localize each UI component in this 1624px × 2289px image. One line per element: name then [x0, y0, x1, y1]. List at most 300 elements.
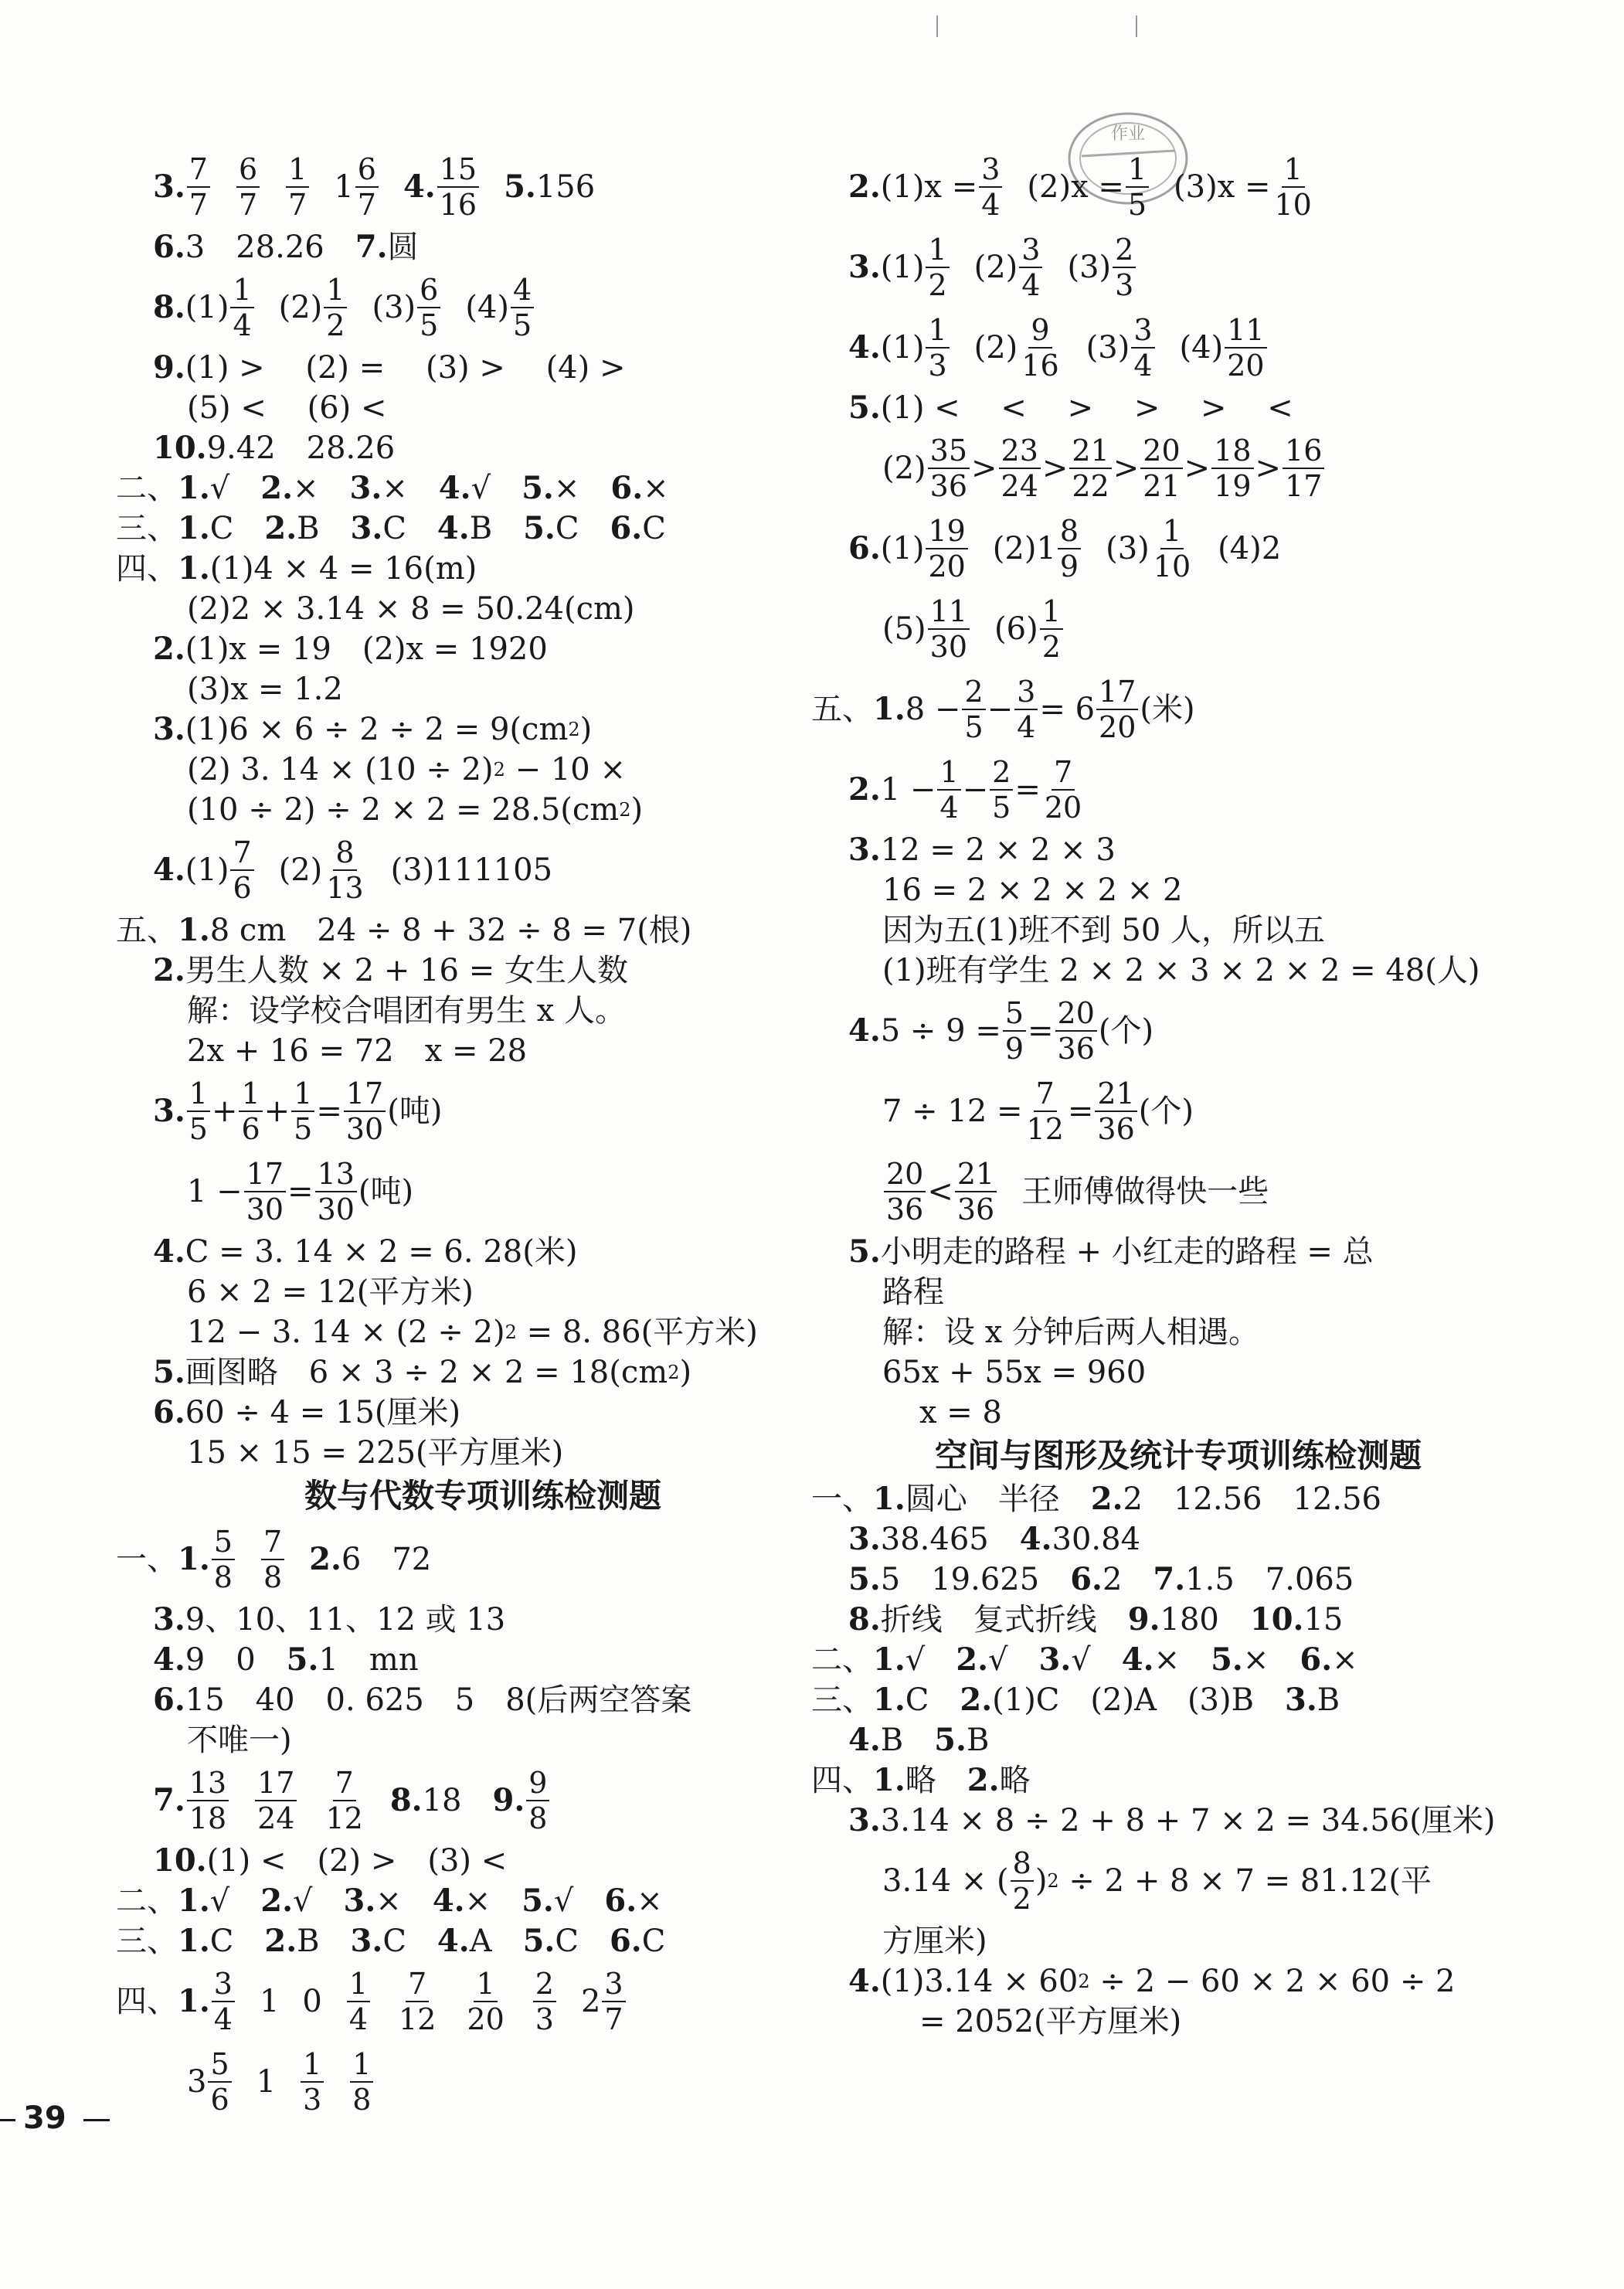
denominator: 12 — [325, 1801, 363, 1835]
answer-text: 3 — [187, 2064, 207, 2100]
denominator: 4 — [1017, 710, 1036, 744]
answer-text: (1) < < > > > < — [880, 390, 1293, 426]
answer-text: 1 — [256, 2064, 277, 2100]
question-number: 2. — [967, 1762, 1000, 1798]
fraction — [187, 1766, 229, 1835]
denominator: 20 — [1044, 791, 1082, 825]
denominator: 30 — [317, 1192, 355, 1226]
question-number: 9. — [492, 1782, 525, 1818]
answer-text: (2) — [973, 250, 1018, 285]
question-number: 7. — [355, 229, 388, 265]
fraction — [1019, 233, 1042, 302]
fraction — [323, 1766, 365, 1835]
answer-text: (5) — [882, 611, 926, 647]
answer-text: (1) — [880, 531, 925, 566]
answer-line — [811, 308, 1545, 388]
numerator: 2 — [533, 1967, 556, 2002]
question-number: 4. — [848, 1722, 881, 1758]
denominator: 30 — [345, 1112, 384, 1146]
question-number: 2. — [260, 1883, 294, 1919]
answer-text: B — [469, 511, 524, 546]
answer-text: − 10 × — [505, 752, 626, 787]
fraction — [261, 1525, 284, 1594]
answer-text: (1)x = 19 (2)x = 1920 — [185, 631, 548, 667]
answer-line — [116, 147, 850, 227]
answer-text: ) — [630, 792, 644, 828]
numerator: 11 — [928, 594, 970, 630]
question-number: 8. — [153, 289, 185, 325]
numerator: 7 — [261, 1525, 284, 1560]
answer-text: C — [555, 1923, 610, 1959]
question-number: 2. — [264, 1923, 297, 1959]
page-dash — [83, 2119, 110, 2121]
answer-text: 三、 — [116, 1923, 178, 1959]
denominator: 13 — [326, 871, 364, 905]
answer-line — [116, 589, 850, 629]
answer-text: + — [211, 1093, 238, 1129]
question-number: 5. — [504, 168, 536, 205]
denominator: 36 — [929, 469, 968, 503]
denominator: 21 — [1143, 469, 1181, 503]
denominator: 4 — [233, 308, 252, 342]
numerator: 17 — [255, 1766, 297, 1801]
fraction — [437, 152, 479, 222]
numerator: 17 — [1096, 675, 1138, 710]
question-number: 2. — [264, 510, 297, 546]
fraction — [1014, 675, 1038, 744]
answer-text: < — [927, 1174, 953, 1209]
denominator: 36 — [886, 1192, 924, 1226]
answer-text: × — [1153, 1642, 1211, 1678]
numerator: 21 — [955, 1157, 997, 1192]
answer-line — [811, 830, 1545, 870]
numerator: 2 — [1113, 233, 1136, 268]
fraction — [315, 1157, 357, 1226]
answer-line — [116, 1519, 850, 1600]
question-number: 3. — [153, 1601, 185, 1638]
answer-text: C — [382, 511, 437, 546]
numerator: 2 — [990, 755, 1013, 791]
answer-text: 12 − 3. 14 × (2 ÷ 2) — [187, 1315, 505, 1350]
answer-text: 2x + 16 = 72 x = 28 — [187, 1033, 528, 1069]
numerator: 9 — [1028, 313, 1052, 349]
answer-text: 因为五(1)班不到 50 人，所以五 — [882, 913, 1325, 948]
denominator: 12 — [1026, 1112, 1064, 1146]
answer-line — [811, 1680, 1545, 1720]
answer-text: (2) — [973, 330, 1018, 366]
answer-text: C — [641, 1923, 666, 1959]
fraction — [1211, 434, 1253, 503]
denominator: 20 — [1227, 349, 1265, 383]
exponent: 2 — [1047, 1870, 1059, 1892]
answer-text: ÷ 2 − 60 × 2 × 60 ÷ 2 — [1089, 1964, 1456, 1999]
numerator: 17 — [244, 1157, 286, 1192]
denominator: 20 — [928, 549, 966, 583]
answer-line — [811, 910, 1545, 951]
answer-text: C — [642, 511, 666, 546]
answer-line — [116, 1680, 850, 1720]
answer-text: 一、 — [811, 1481, 873, 1517]
answer-text: 15 × 15 = 225(平方厘米) — [187, 1435, 564, 1471]
answer-text: (个) — [1138, 1093, 1194, 1129]
numerator: 19 — [926, 514, 967, 549]
fraction — [187, 1076, 210, 1146]
answer-line — [116, 1760, 850, 1841]
question-number: 4. — [437, 1923, 470, 1959]
answer-text: ) — [579, 712, 593, 747]
answer-line — [116, 1841, 850, 1881]
answer-text: 3 28.26 — [185, 230, 355, 265]
answer-line — [811, 1760, 1545, 1801]
fraction — [1055, 996, 1097, 1066]
answer-text: (1)C (2)A (3)B — [992, 1682, 1286, 1718]
fraction — [1095, 1076, 1136, 1146]
denominator: 6 — [241, 1112, 260, 1146]
answer-text: = 8. 86(平方米) — [516, 1315, 758, 1350]
answer-text: (4)2 — [1218, 531, 1282, 566]
denominator: 7 — [357, 188, 376, 222]
answer-text: (1) — [185, 290, 229, 325]
question-number: 6. — [610, 510, 643, 546]
answer-line — [116, 549, 850, 589]
denominator: 5 — [294, 1112, 313, 1146]
fraction — [1003, 996, 1026, 1066]
fraction — [236, 152, 260, 222]
answer-text: √ — [293, 1883, 344, 1919]
denominator: 2 — [928, 268, 947, 302]
answer-text: 1.5 7.065 — [1185, 1562, 1354, 1597]
question-number: 3. — [848, 1521, 881, 1557]
left-column — [116, 147, 850, 2122]
question-number: 5. — [848, 1233, 881, 1270]
denominator: 7 — [189, 188, 208, 222]
exponent: 2 — [619, 799, 631, 821]
answer-line — [116, 1151, 850, 1232]
fraction — [533, 1967, 556, 2036]
answer-line — [811, 1352, 1545, 1393]
question-number: 3. — [153, 168, 185, 205]
answer-text: 8 cm 24 ÷ 8 + 32 ÷ 8 = 7(根) — [209, 913, 692, 948]
answer-line — [811, 1640, 1545, 1680]
denominator: 17 — [1285, 469, 1323, 503]
answer-text: > — [1041, 451, 1069, 486]
question-number: 2. — [153, 631, 185, 667]
answer-line — [116, 709, 850, 750]
denominator: 22 — [1072, 469, 1109, 503]
question-number: 6. — [153, 1682, 185, 1718]
fraction — [979, 152, 1002, 222]
fraction — [187, 152, 210, 222]
question-number: 6. — [153, 1394, 185, 1430]
fraction — [291, 1076, 314, 1146]
denominator: 3 — [535, 2002, 554, 2036]
answer-text: B — [297, 511, 351, 546]
fraction — [511, 273, 534, 342]
question-number: 5. — [934, 1722, 967, 1758]
answer-line — [811, 1600, 1545, 1640]
numerator: 7 — [1034, 1076, 1057, 1112]
answer-text: + — [263, 1093, 290, 1129]
question-number: 6. — [1300, 1641, 1333, 1678]
answer-line — [811, 388, 1545, 428]
numerator: 1 — [926, 233, 949, 268]
answer-text: 156 — [535, 169, 596, 205]
question-number: 1. — [178, 1883, 210, 1919]
denominator: 24 — [257, 1801, 295, 1835]
answer-line — [116, 508, 850, 549]
question-number: 5. — [523, 510, 555, 546]
answer-text: 二、 — [116, 1883, 178, 1919]
question-number: 5. — [522, 470, 554, 506]
answer-line — [811, 1841, 1545, 1921]
numerator: 20 — [1140, 434, 1182, 469]
answer-text: (3) — [372, 290, 416, 325]
answer-text: √ — [1071, 1642, 1122, 1678]
question-number: 3. — [350, 1923, 383, 1959]
denominator: 8 — [263, 1560, 283, 1594]
answer-line — [811, 1801, 1545, 1841]
scan-mark — [936, 15, 938, 37]
question-number: 5. — [522, 1923, 555, 1959]
fraction — [396, 1967, 438, 2036]
question-number: 1. — [178, 912, 210, 948]
fraction — [1283, 434, 1324, 503]
denominator: 4 — [1021, 268, 1041, 302]
answer-text: (2) 3. 14 × (10 ÷ 2) — [187, 752, 494, 787]
answer-text: (3)x = 1.2 — [187, 672, 343, 707]
numerator: 7 — [406, 1967, 429, 2002]
fraction — [1272, 152, 1314, 222]
question-number: 5. — [1211, 1641, 1243, 1678]
numerator: 23 — [999, 434, 1041, 469]
numerator: 8 — [333, 835, 356, 871]
denominator: 24 — [1001, 469, 1038, 503]
question-number: 3. — [350, 510, 383, 546]
answer-line — [116, 1232, 850, 1272]
numerator: 7 — [230, 835, 253, 871]
fraction — [1069, 434, 1111, 503]
answer-text: (3)x = — [1174, 169, 1271, 205]
answer-line — [811, 1393, 1545, 1433]
answer-line — [811, 428, 1545, 508]
answer-text: B — [1317, 1682, 1340, 1718]
answer-text: 0 — [302, 1984, 322, 2019]
fraction — [239, 1076, 262, 1146]
numerator: 1 — [926, 313, 949, 349]
answer-text: √ — [988, 1642, 1039, 1678]
answer-text: 18 — [422, 1783, 493, 1818]
question-number: 10. — [153, 430, 207, 466]
answer-line — [116, 1312, 850, 1352]
question-number: 3. — [153, 1093, 185, 1129]
question-number: 2. — [956, 1641, 989, 1678]
answer-text: 2 — [580, 1984, 601, 2019]
fraction — [1225, 313, 1266, 383]
fraction — [417, 273, 440, 342]
numerator: 1 — [937, 755, 960, 791]
question-number: 8. — [389, 1782, 423, 1818]
exponent: 2 — [668, 1362, 680, 1383]
answer-text: 2 — [1102, 1562, 1153, 1597]
answer-text: 解：设 x 分钟后两人相遇。 — [882, 1315, 1259, 1350]
answer-text: (吨) — [358, 1174, 414, 1209]
answer-text: 圆心 半径 — [905, 1481, 1091, 1517]
question-number: 6. — [610, 470, 644, 506]
answer-text: 1 − — [880, 772, 936, 808]
answer-text: C — [905, 1682, 960, 1718]
question-number: 7. — [153, 1782, 185, 1818]
question-number: 1. — [873, 1641, 905, 1678]
fraction — [1140, 434, 1182, 503]
question-number: 2. — [848, 771, 881, 808]
fraction — [999, 434, 1041, 503]
denominator: 19 — [1214, 469, 1252, 503]
section-title: 数与代数专项训练检测题 — [304, 1477, 661, 1515]
stamp-text: 作业 — [1110, 124, 1146, 144]
answer-line — [811, 2002, 1545, 2042]
numerator: 5 — [208, 2047, 231, 2083]
numerator: 17 — [344, 1076, 386, 1112]
answer-line — [116, 830, 850, 910]
answer-line — [116, 428, 850, 468]
fraction — [230, 835, 253, 905]
question-number: 4. — [848, 1012, 881, 1049]
fraction — [1042, 755, 1084, 825]
answer-text: > — [1255, 451, 1282, 486]
answer-text: (1) < (2) > (3) < — [206, 1843, 508, 1879]
scan-mark — [1136, 15, 1137, 37]
exponent: 2 — [505, 1321, 517, 1343]
numerator: 21 — [1069, 434, 1111, 469]
numerator: 1 — [1126, 152, 1149, 188]
denominator: 3 — [1115, 268, 1134, 302]
question-number: 5. — [848, 1561, 881, 1597]
answer-line — [811, 1312, 1545, 1352]
numerator: 20 — [1055, 996, 1097, 1032]
answer-text: (3)111105 — [390, 852, 553, 888]
question-number: 1. — [178, 1541, 210, 1577]
answer-text: ) — [1035, 1863, 1048, 1899]
answer-text: (2) — [882, 451, 926, 486]
denominator: 36 — [956, 1192, 995, 1226]
answer-line — [116, 750, 850, 790]
numerator: 18 — [1211, 434, 1253, 469]
denominator: 5 — [513, 308, 532, 342]
answer-text: 3.14 × 8 ÷ 2 + 8 + 7 × 2 = 34.56(厘米) — [880, 1803, 1496, 1838]
fraction — [926, 313, 949, 383]
answer-text: 9 0 — [185, 1642, 287, 1678]
fraction — [208, 2047, 231, 2117]
answer-text: (1) — [880, 250, 925, 285]
question-number: 9. — [153, 349, 185, 386]
question-number: 6. — [1070, 1561, 1102, 1597]
answer-text: (10 ÷ 2) ÷ 2 × 2 = 28.5(cm — [187, 792, 620, 828]
question-number: 2. — [848, 168, 881, 205]
answer-text: (6) — [994, 611, 1038, 647]
answer-text: 方厘米) — [882, 1923, 987, 1959]
question-number: 4. — [153, 852, 185, 888]
fraction — [1040, 594, 1063, 664]
denominator: 4 — [939, 791, 959, 825]
denominator: 9 — [1059, 549, 1079, 583]
answer-text: = — [1014, 772, 1041, 808]
answer-text: × — [375, 1883, 433, 1919]
answer-text: B — [880, 1723, 935, 1758]
denominator: 4 — [348, 2002, 369, 2036]
denominator: 3 — [303, 2083, 322, 2117]
denominator: 16 — [439, 188, 477, 222]
question-number: 3. — [848, 832, 881, 868]
numerator: 1 — [230, 273, 253, 308]
fraction — [301, 2047, 324, 2117]
answer-line — [116, 1881, 850, 1921]
answer-text: = 2052(平方厘米) — [919, 2004, 1182, 2039]
answer-text: 5 ÷ 9 = — [880, 1013, 1001, 1049]
answer-line — [811, 147, 1545, 227]
numerator: 8 — [1011, 1846, 1034, 1882]
answer-line — [116, 910, 850, 951]
answer-text: 略 — [999, 1763, 1031, 1798]
numerator: 35 — [928, 434, 970, 469]
fraction — [602, 1967, 625, 2036]
fraction — [464, 1967, 506, 2036]
question-number: 1. — [178, 470, 210, 506]
answer-line — [811, 227, 1545, 308]
question-number: 6. — [848, 530, 881, 566]
answer-text: ÷ 2 + 8 × 7 = 81.12(平 — [1058, 1863, 1432, 1899]
fraction — [212, 1967, 235, 2036]
numerator: 4 — [511, 273, 534, 308]
denominator: 5 — [1127, 188, 1147, 222]
answer-text: 小明走的路程 + 小红走的路程 = 总 — [880, 1234, 1374, 1270]
question-number: 10. — [1249, 1601, 1304, 1638]
answer-line — [811, 669, 1545, 750]
question-number: 4. — [153, 1641, 185, 1678]
answer-text: − — [987, 692, 1014, 727]
fraction — [244, 1157, 286, 1226]
answer-line — [116, 1393, 850, 1433]
answer-text: (1)x = — [880, 169, 978, 205]
answer-text: (1) — [880, 330, 925, 366]
denominator: 4 — [1133, 349, 1153, 383]
question-number: 4. — [1121, 1641, 1154, 1678]
question-number: 4. — [438, 470, 471, 506]
denominator: 8 — [213, 1560, 233, 1594]
question-number: 1. — [178, 510, 210, 546]
fraction — [1058, 514, 1081, 583]
answer-text: 圆 — [387, 230, 419, 265]
fraction — [990, 755, 1013, 825]
fraction — [1126, 152, 1149, 222]
question-number: 5. — [153, 1354, 185, 1390]
answer-text: 1 − — [187, 1174, 243, 1209]
answer-text: × — [1332, 1642, 1358, 1678]
answer-text: √ — [553, 1883, 605, 1919]
fraction — [926, 514, 967, 583]
denominator: 4 — [213, 2002, 233, 2036]
answer-text: 略 — [905, 1763, 967, 1798]
answer-text: 王师傅做得快一些 — [1021, 1174, 1269, 1209]
answer-text: (2) — [278, 290, 323, 325]
denominator: 16 — [1021, 349, 1059, 383]
numerator: 6 — [355, 152, 379, 188]
numerator: 7 — [187, 152, 210, 188]
denominator: 7 — [238, 188, 258, 222]
fraction — [962, 675, 985, 744]
answer-text: 路程 — [882, 1274, 944, 1310]
numerator: 8 — [1058, 514, 1081, 549]
numerator: 21 — [1095, 1076, 1136, 1112]
